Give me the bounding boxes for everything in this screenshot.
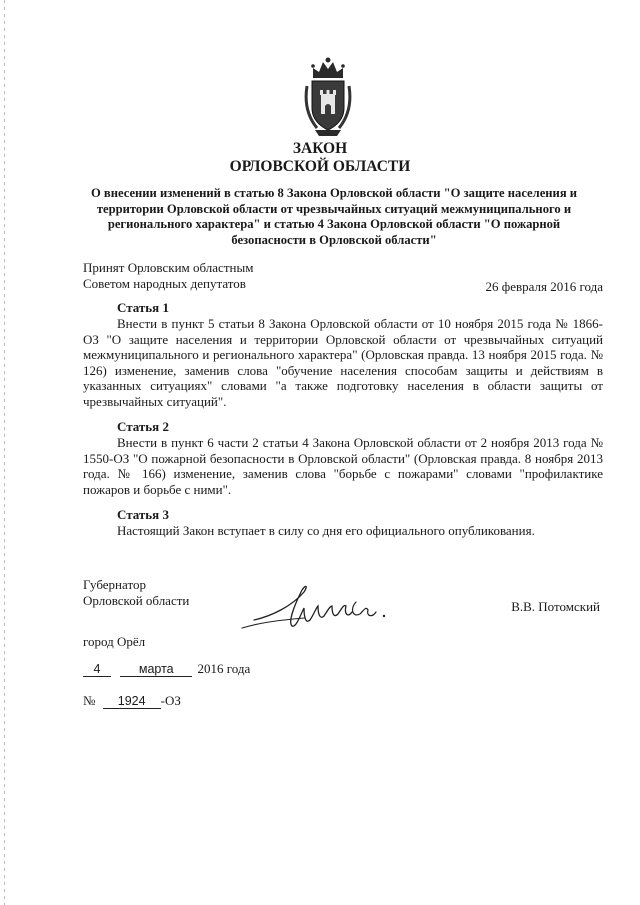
article-1-text: Внести в пункт 5 статьи 8 Закона Орловской области от 10 ноября 2015 года № 1866-ОЗ "О защите населения и территории Орловской области от чрезвычайных ситуаций межмуниципального и регионального характера" (Орловская правда. 13 ноября 2015 года. № 126) изменение, заменив слова "обучение населения способам защиты и действиям в указанных ситуациях" словами "а также подготовку населения в области защиты от чрезвычайных ситуаций".	[83, 316, 603, 409]
signing-year: 2016 года	[197, 661, 251, 676]
law-number	[83, 693, 181, 709]
adoption-line1: Принят Орловским областным	[83, 260, 254, 275]
handwritten-signature	[232, 576, 392, 636]
article-3-heading: Статья 3	[117, 507, 169, 522]
law-subtitle: О внесении изменений в статью 8 Закона Орловской области "О защите населения и территории Орловской области от чрезвычайных ситуаций межмуниципального и регионального характера" и статью 4 Закона Орловской области "О пожарной безопасности в Орловской области"	[90, 186, 578, 247]
adoption-date: 26 февраля 2016 года	[485, 279, 603, 294]
region-title: ОРЛОВСКОЙ ОБЛАСТИ	[229, 158, 411, 175]
coat-of-arms-icon	[303, 56, 353, 138]
law-title: ЗАКОН	[292, 140, 348, 157]
signing-day: 4	[83, 662, 111, 677]
article-2-text: Внести в пункт 6 части 2 статьи 4 Закона Орловской области от 2 ноября 2013 года № 1550-ОЗ "О пожарной безопасности в Орловской области" (Орловская правда. 8 ноября 2013 года. № 166) изменение, заменив слова "борьбе с пожарами" словами "профилактике пожаров и борьбе с ними".	[83, 435, 603, 497]
article-3-text: Настоящий Закон вступает в силу со дня его официального опубликования.	[117, 523, 535, 538]
article-1-heading: Статья 1	[117, 300, 169, 315]
signatory-position-line2: Орловской области	[83, 593, 190, 608]
scan-edge	[4, 0, 5, 905]
signing-date	[83, 661, 250, 677]
signing-month: марта	[120, 662, 192, 677]
law-number-value: 1924	[103, 694, 161, 709]
law-number-suffix: -ОЗ	[160, 693, 181, 708]
adoption-line2: Советом народных депутатов	[83, 276, 246, 291]
law-number-prefix: №	[83, 693, 96, 708]
city-of-signing: город Орёл	[83, 634, 146, 649]
signatory-name: В.В. Потомский	[511, 599, 600, 614]
article-2-heading: Статья 2	[117, 419, 169, 434]
signatory-position-line1: Губернатор	[83, 577, 146, 592]
